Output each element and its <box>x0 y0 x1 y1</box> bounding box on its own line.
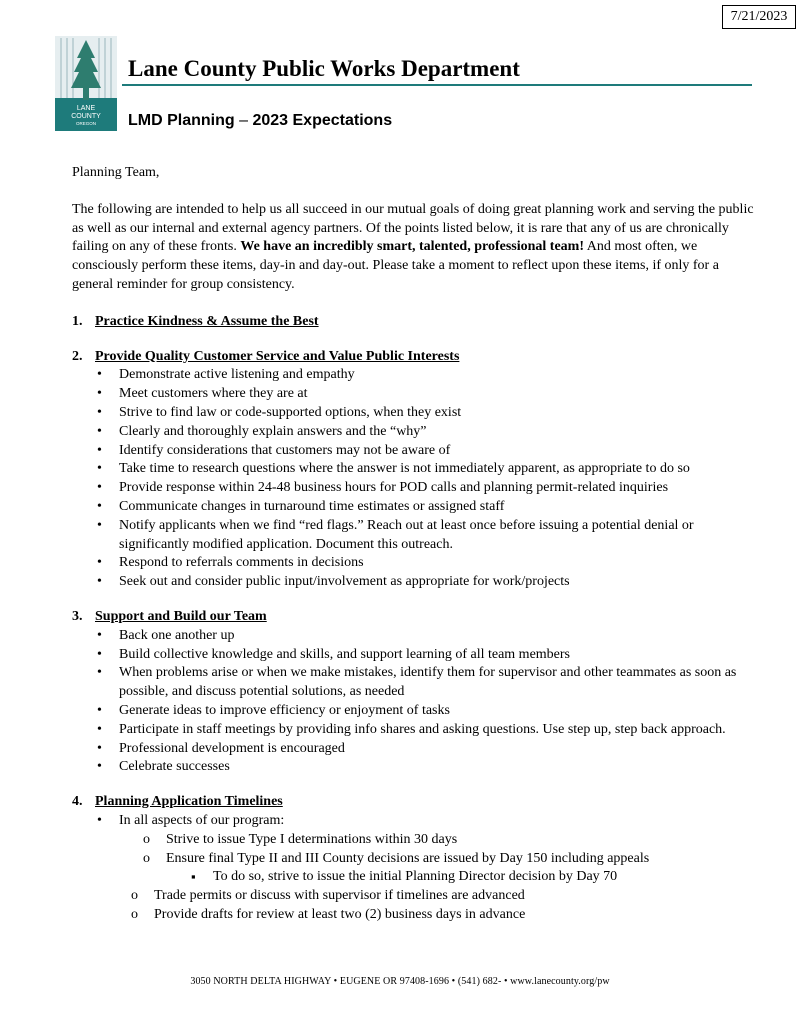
letter-body <box>72 164 757 941</box>
section-number: 1. <box>72 313 83 329</box>
sub-list-item: o Strive to issue Type I determinations within 30 days <box>72 831 757 850</box>
list-item: • Back one another up <box>72 627 757 646</box>
list-item: • Meet customers where they are at <box>72 385 757 404</box>
intro-text-2: And most often, we consciously perform these items, day-in and day-out. Please take a moment to reflect upon these items, if only for a general reminder for group consistency. <box>72 239 719 292</box>
list-item: • Celebrate successes <box>72 758 757 777</box>
page-footer: 3050 NORTH DELTA HIGHWAY • EUGENE OR 97408-1696 • (541) 682- • www.lanecounty.org/pw <box>190 976 610 987</box>
list-item: • Professional development is encouraged <box>72 740 757 759</box>
list-item: • Take time to research questions where the answer is not immediately apparent, as appropriate to do so <box>72 460 757 479</box>
logo-text-lane: LANE <box>76 105 96 112</box>
sub-list-item: o Provide drafts for review at least two (2) business days in advance <box>72 906 757 925</box>
section-title: Support and Build our Team <box>95 608 267 624</box>
intro-text-1: The following are intended to help us all succeed in our mutual goals of doing great planning work and serving the public as well as our internal and external agency partners. Of the points listed below, it is rare that any of us are chronically failing on any of these fronts. <box>72 201 754 255</box>
list-item: • Generate ideas to improve efficiency or enjoyment of tasks <box>72 702 757 721</box>
customer-service-list <box>72 366 757 592</box>
document-subtitle <box>128 112 392 130</box>
intro-bold: We have an incredibly smart, talented, professional team! <box>240 239 584 255</box>
list-item: • Participate in staff meetings by providing info shares and asking questions. Use step up, step back approach. <box>72 721 757 740</box>
timelines-sublist <box>72 831 757 869</box>
section-title: Planning Application Timelines <box>95 794 283 810</box>
list-item: • Clearly and thoroughly explain answers and the “why” <box>72 423 757 442</box>
list-item: • Respond to referrals comments in decisions <box>72 554 757 573</box>
subtitle-program: LMD Planning <box>128 112 235 129</box>
document-date: 7/21/2023 <box>722 5 796 29</box>
section-title: Practice Kindness & Assume the Best <box>95 313 319 329</box>
list-item: • Demonstrate active listening and empathy <box>72 366 757 385</box>
timelines-subsublist <box>72 868 757 887</box>
greeting: Planning Team, <box>72 165 160 180</box>
list-item: • Notify applicants when we find “red flags.” Reach out at least once before issuing a potential denial or significantly modified application. Document this outreach. <box>72 517 757 555</box>
team-list <box>72 627 757 777</box>
section-customer-service <box>72 348 757 592</box>
subtitle-dash: – <box>239 112 249 129</box>
timelines-outer-sublist <box>72 887 757 925</box>
list-item: • When problems arise or when we make mistakes, identify them for supervisor and other teammates as soon as possible, and discuss potential solutions, as needed <box>72 664 757 702</box>
section-heading <box>72 348 757 367</box>
section-title: Provide Quality Customer Service and Value Public Interests <box>95 348 460 364</box>
section-heading <box>72 313 757 332</box>
section-number: 2. <box>72 348 83 364</box>
intro-paragraph <box>72 201 757 295</box>
sub-sub-list-item: ▪ To do so, strive to issue the initial Planning Director decision by Day 70 <box>72 868 757 887</box>
list-item: • Communicate changes in turnaround time estimates or assigned staff <box>72 498 757 517</box>
logo-text-county: COUNTY <box>71 113 101 120</box>
sub-list-item: o Trade permits or discuss with supervisor if timelines are advanced <box>72 887 757 906</box>
list-item: • Identify considerations that customers may not be aware of <box>72 442 757 461</box>
logo-text-oregon: OREGON <box>75 121 97 126</box>
section-heading <box>72 608 757 627</box>
lane-county-logo <box>55 36 117 131</box>
list-item: • Strive to find law or code-supported options, when they exist <box>72 404 757 423</box>
section-heading <box>72 793 757 812</box>
list-item: • Provide response within 24-48 business hours for POD calls and planning permit-related inquiries <box>72 479 757 498</box>
list-item: • Seek out and consider public input/involvement as appropriate for work/projects <box>72 573 757 592</box>
list-item: • Build collective knowledge and skills, and support learning of all team members <box>72 646 757 665</box>
section-timelines <box>72 793 757 925</box>
timelines-list <box>72 812 757 831</box>
list-item: • In all aspects of our program: <box>72 812 757 831</box>
sub-list-item: o Ensure final Type II and III County decisions are issued by Day 150 including appeals <box>72 850 757 869</box>
section-team <box>72 608 757 777</box>
subtitle-topic: 2023 Expectations <box>252 112 393 129</box>
section-number: 4. <box>72 794 83 810</box>
section-kindness <box>72 313 757 332</box>
section-number: 3. <box>72 608 83 624</box>
department-title: Lane County Public Works Department <box>128 56 520 81</box>
title-underline-rule <box>122 84 752 86</box>
